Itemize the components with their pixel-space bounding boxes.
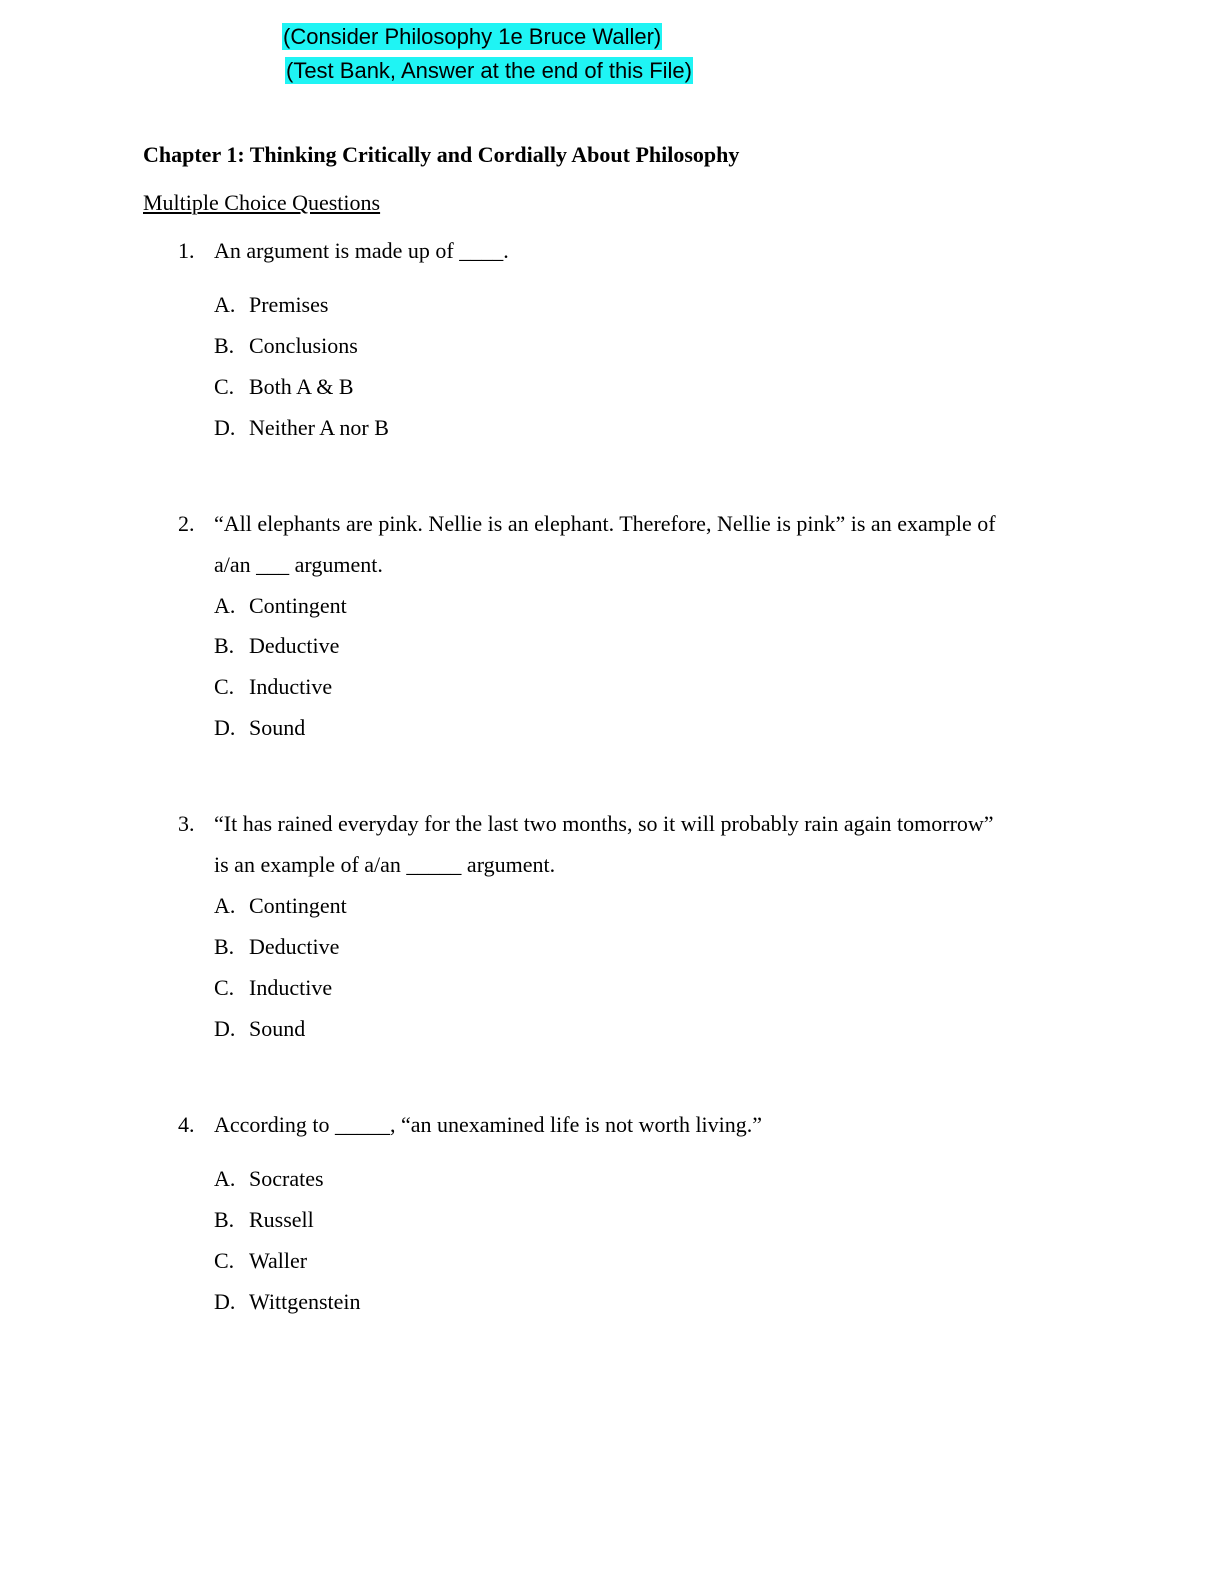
- option-text: Sound: [249, 715, 306, 740]
- header-line-2: (Test Bank, Answer at the end of this File): [286, 58, 692, 83]
- option-text: Deductive: [249, 934, 340, 959]
- option-letter: C.: [214, 975, 235, 1000]
- option-letter: A.: [214, 593, 236, 618]
- chapter-title: Chapter 1: Thinking Critically and Cordially About Philosophy: [143, 142, 740, 167]
- option-text: Sound: [249, 1016, 306, 1041]
- question-text-line-2: a/an ___ argument.: [214, 552, 383, 577]
- option-text: Inductive: [249, 674, 333, 699]
- option-letter: D.: [214, 715, 236, 740]
- header-line-1: (Consider Philosophy 1e Bruce Waller): [283, 24, 662, 49]
- question-text: According to _____, “an unexamined life is not worth living.”: [214, 1112, 763, 1137]
- option-text: Conclusions: [249, 333, 358, 358]
- option-text: Russell: [249, 1207, 314, 1232]
- question-text-line-1: “It has rained everyday for the last two months, so it will probably rain again tomorrow”: [214, 811, 994, 836]
- question-text-line-1: “All elephants are pink. Nellie is an elephant. Therefore, Nellie is pink” is an example of: [214, 511, 996, 536]
- option-letter: D.: [214, 1289, 236, 1314]
- option-text: Waller: [249, 1248, 308, 1273]
- option-letter: A.: [214, 1166, 236, 1191]
- option-letter: C.: [214, 674, 235, 699]
- option-text: Contingent: [249, 893, 347, 918]
- option-text: Inductive: [249, 975, 333, 1000]
- option-letter: B.: [214, 633, 235, 658]
- option-letter: B.: [214, 1207, 235, 1232]
- option-text: Neither A nor B: [249, 415, 389, 440]
- option-letter: A.: [214, 893, 236, 918]
- question-number: 2.: [178, 511, 195, 536]
- section-title: Multiple Choice Questions: [143, 190, 381, 215]
- option-letter: C.: [214, 374, 235, 399]
- question-number: 3.: [178, 811, 195, 836]
- question-text: An argument is made up of ____.: [214, 238, 509, 263]
- option-text: Wittgenstein: [249, 1289, 361, 1314]
- option-letter: C.: [214, 1248, 235, 1273]
- option-text: Contingent: [249, 593, 347, 618]
- option-letter: B.: [214, 934, 235, 959]
- question-text-line-2: is an example of a/an _____ argument.: [214, 852, 556, 877]
- option-letter: D.: [214, 1016, 236, 1041]
- option-letter: B.: [214, 333, 235, 358]
- option-letter: D.: [214, 415, 236, 440]
- question-number: 1.: [178, 238, 195, 263]
- question-number: 4.: [178, 1112, 195, 1137]
- option-text: Both A & B: [249, 374, 354, 399]
- option-text: Deductive: [249, 633, 340, 658]
- option-letter: A.: [214, 292, 236, 317]
- option-text: Socrates: [249, 1166, 324, 1191]
- option-text: Premises: [249, 292, 329, 317]
